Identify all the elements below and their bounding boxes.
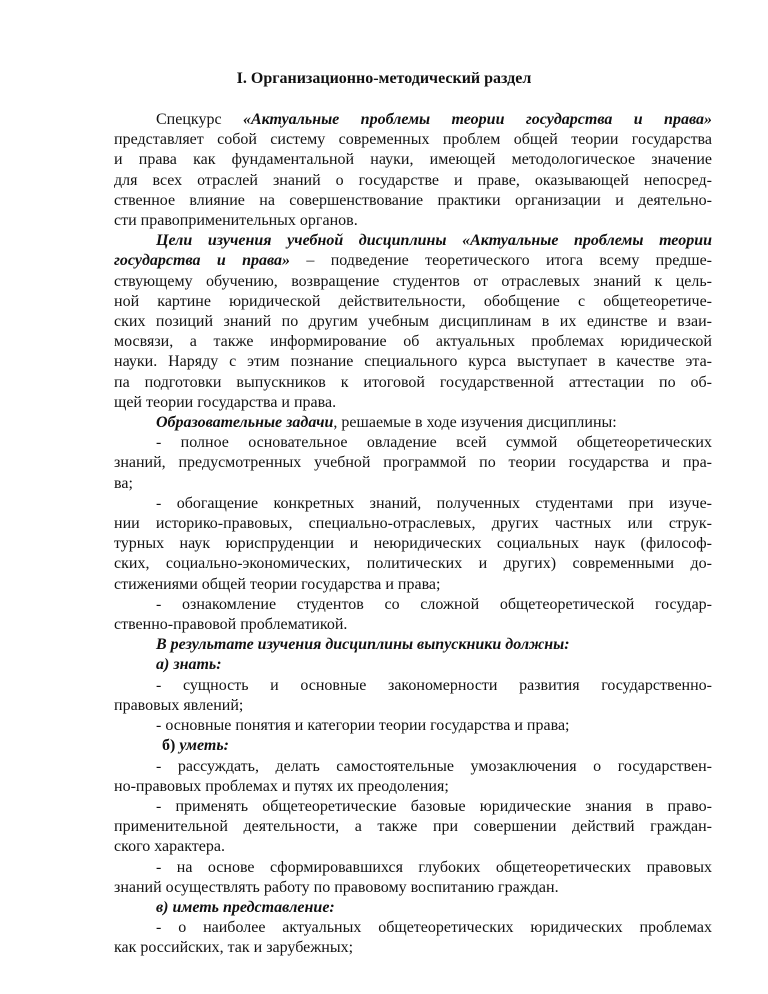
text-line: Образовательные задачи, решаемые в ходе изучения дисциплины: bbox=[156, 414, 617, 432]
text-line: - о наиболее актуальных общетеоретических юридических проблемах bbox=[156, 919, 712, 937]
text-line: - основные понятия и категории теории государства и права; bbox=[156, 717, 570, 735]
text-line: государства и права» – подведение теоретического итога всему предше- bbox=[114, 252, 713, 270]
text-line: в) иметь представление: bbox=[156, 898, 335, 916]
text-line: как российских, так и зарубежных; bbox=[114, 939, 354, 957]
text-line: и права как фундаментальной науки, имеющей методологическое значение bbox=[114, 151, 712, 169]
text-line: представляет собой систему современных проблем общей теории государства bbox=[114, 131, 712, 149]
text-line: ского характера. bbox=[114, 838, 225, 856]
text-line: - обогащение конкретных знаний, полученных студентами при изуче- bbox=[156, 494, 712, 512]
text-line: - сущность и основные закономерности развития государственно- bbox=[156, 676, 712, 694]
text-line: ва; bbox=[114, 474, 133, 492]
text-line: но-правовых проблемах и путях их преодоления; bbox=[114, 777, 449, 795]
text-line: ной картине юридической действительности, обобщение с общетеоретиче- bbox=[114, 292, 712, 310]
text-line: ственное влияние на совершенствование практики организации и деятельно- bbox=[114, 191, 712, 209]
section-title: I. Организационно-методический раздел bbox=[236, 70, 532, 87]
text-line: для всех отраслей знаний о государстве и праве, оказывающей непосред- bbox=[114, 171, 712, 189]
text-line: ственно-правовой проблематикой. bbox=[114, 616, 348, 634]
text-line: - полное основательное овладение всей суммой общетеоретических bbox=[156, 434, 712, 452]
text-line: турных наук юриспруденции и неюридических социальных наук (философ- bbox=[114, 535, 712, 553]
text-line: нии историко-правовых, специально-отраслевых, других частных или струк- bbox=[114, 515, 712, 533]
text-line: Цели изучения учебной дисциплины «Актуальные проблемы теории bbox=[156, 232, 712, 250]
text-line: В результате изучения дисциплины выпускники должны: bbox=[156, 636, 570, 654]
text-line: щей теории государства и права. bbox=[114, 393, 337, 411]
text-line: - применять общетеоретические базовые юридические знания в право- bbox=[156, 797, 712, 815]
text-line: применительной деятельности, а также при совершении действий граждан- bbox=[114, 818, 712, 836]
text-line: ствующему обучению, возвращение студентов от отраслевых знаний к цель- bbox=[114, 272, 712, 290]
text-line: сти правоприменительных органов. bbox=[114, 212, 358, 230]
text-line: правовых явлений; bbox=[114, 696, 244, 714]
text-line: - рассуждать, делать самостоятельные умозаключения о государствен- bbox=[156, 757, 712, 775]
text-line: - на основе сформировавшихся глубоких общетеоретических правовых bbox=[156, 858, 712, 876]
text-line: па подготовки выпускников к итоговой государственной аттестации по об- bbox=[114, 373, 712, 391]
text-line: Спецкурс «Актуальные проблемы теории государства и права» bbox=[156, 111, 712, 128]
text-line: б) уметь: bbox=[162, 737, 229, 755]
text-line: науки. Наряду с этим познание специального курса выступает в качестве эта- bbox=[114, 353, 712, 371]
text-line: знаний, предусмотренных учебной программой по теории государства и пра- bbox=[114, 454, 712, 472]
text-line: - ознакомление студентов со сложной общетеоретической государ- bbox=[156, 595, 712, 613]
text-line: ских, социально-экономических, политических и других) современными до- bbox=[114, 555, 712, 573]
text-line: ских позиций знаний по другим учебным дисциплинам в их единстве и взаи- bbox=[114, 313, 712, 331]
body-text bbox=[114, 110, 712, 959]
text-line: мосвязи, а также информирование об актуальных проблемах юридической bbox=[114, 333, 712, 351]
text-line: а) знать: bbox=[156, 656, 222, 674]
text-line: знаний осуществлять работу по правовому воспитанию граждан. bbox=[114, 878, 559, 896]
text-line: стижениями общей теории государства и права; bbox=[114, 575, 441, 593]
